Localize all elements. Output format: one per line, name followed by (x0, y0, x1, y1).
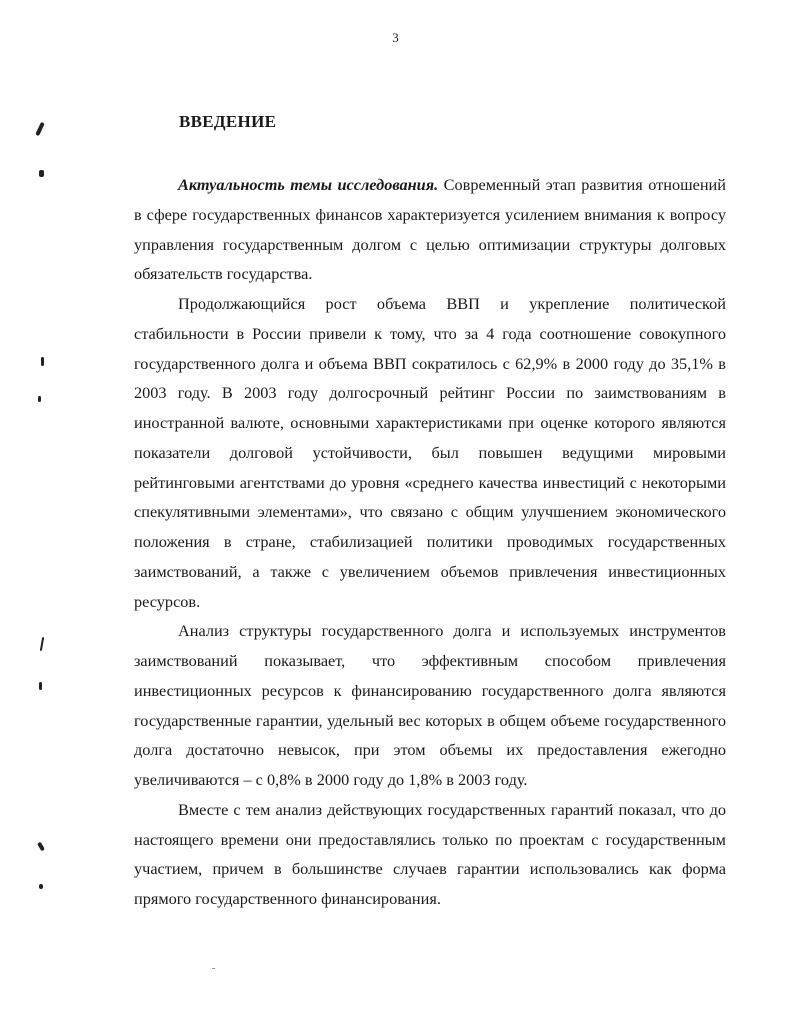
paragraph-lead: Актуальность темы исследования. (178, 175, 439, 194)
scan-mark (41, 357, 44, 366)
page-number: 3 (392, 30, 399, 45)
scan-mark (35, 122, 45, 136)
section-heading: ВВЕДЕНИЕ (179, 112, 277, 131)
scan-dot (212, 968, 215, 969)
paragraph-1 (134, 170, 726, 289)
scan-mark (39, 682, 42, 690)
paragraph-2: Продолжающийся рост объема ВВП и укрепление политической стабильности в России привели к тому, что за 4 года соотношение совокупного государственного долга и объема ВВП сократилось с 62,9% в 2000 году до 35,1% в 2003 году. В 2003 году долгосрочный рейтинг России по заимствованиям в иностранной валюте, основными характеристиками при оценке которого являются показатели долговой устойчивости, был повышен ведущими мировыми рейтинговыми агентствами до уровня «среднего качества инвестиций с некоторыми спекулятивными элементами», что связано с общим улучшением экономического положения в стране, стабилизацией политики проводимых государственных заимствований, а также с увеличением объемов привлечения инвестиционных ресурсов. (134, 294, 726, 611)
paragraph-3: Анализ структуры государственного долга и используемых инструментов заимствований показывает, что эффективным способом привлечения инвестиционных ресурсов к финансированию государственного долга являются государственные гарантии, удельный вес которых в общем объеме государственного долга достаточно невысок, при этом объемы их предоставления ежегодно увеличиваются – с 0,8% в 2000 году до 1,8% в 2003 году. (134, 621, 726, 789)
body-text (134, 170, 726, 914)
scan-mark (39, 884, 43, 889)
scan-mark (40, 637, 44, 651)
paragraph-4: Вместе с тем анализ действующих государственных гарантий показал, что до настоящего времени они предоставлялись только по проектам с государственным участием, причем в большинстве случаев гарантии использовались как форма прямого государственного финансирования. (134, 799, 726, 908)
scan-mark (38, 396, 41, 402)
paragraph-1-text: Современный этап развития отношений в сфере государственных финансов характеризуется усилением внимания к вопросу управления государственным долгом с целью оптимизации структуры долговых обязательств государства. (134, 175, 726, 284)
scan-mark (39, 170, 44, 177)
scan-mark (37, 842, 45, 852)
